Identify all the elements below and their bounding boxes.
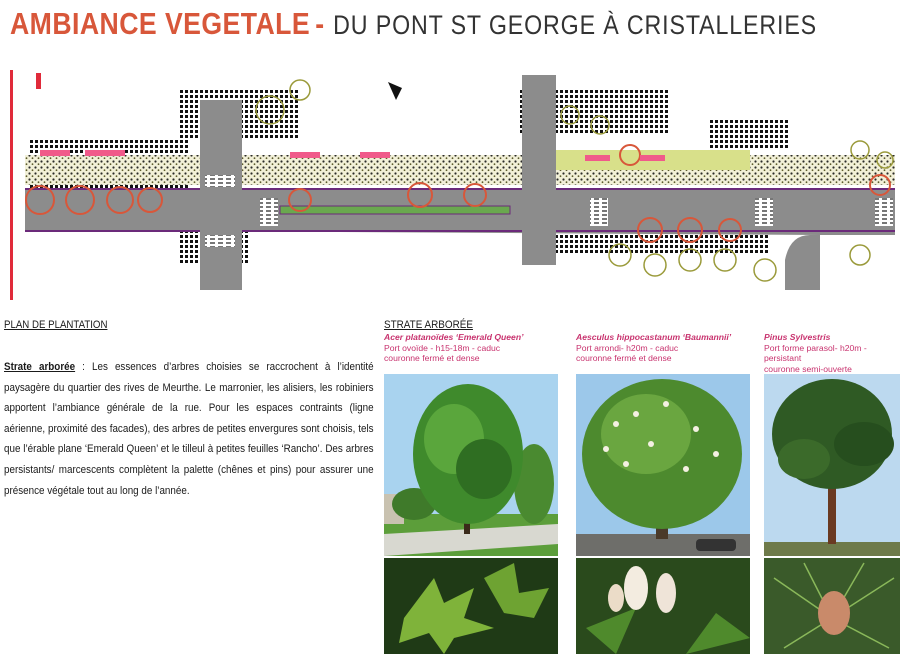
plan-heading: PLAN DE PLANTATION [4,319,108,331]
crosswalk [205,235,235,247]
strate-heading: STRATE ARBORÉE [384,319,473,331]
pinus-needle-photo [764,558,900,654]
crosswalk [590,198,608,226]
page-title [10,6,817,42]
species-crown: couronne fermé et dense [384,353,480,363]
building-block [710,120,790,150]
title-main: AMBIANCE VEGETALE [10,6,311,41]
species-crown: couronne semi-ouverte [764,363,852,374]
species-port: Port arrondi- h20m - caduc [576,342,679,353]
planting-strip [25,155,895,185]
cross-street [522,75,556,190]
north-arrow-icon [388,82,402,100]
title-subtitle: DU PONT ST GEORGE À CRISTALLERIES [333,10,818,40]
aesculus-flower-photo [576,558,750,654]
species-name: Pinus Sylvestris [764,332,831,342]
plan-description-lead: Strate arborée [4,361,76,373]
species-card-aesculus [576,332,756,364]
species-card-pinus [764,332,900,374]
plan-description [4,357,374,501]
planting-plan-drawing [10,70,895,300]
species-crown: couronne fermé et dense [576,353,672,363]
central-median [280,206,510,214]
title-separator: - [315,6,325,41]
plan-description-text: : Les essences d’arbres choisies se raccrochent à l’identité paysagère du quartier des rives de Meurthe. Le marronier, les alisiers, les robiniers apportent l’ambiance générale de la rue. Pour les espaces contraints (ligne aérienne, proximité des facades), des arbres de petites envergures sont choisis, tels que l’érable plane ‘Emerald Queen’ et le tilleul à petites feuilles ‘Rancho’. Des arbres persistants/ marcescents complètent la palette (chênes et pins) pour assurer une présence végétale tout au long de l’année. [4,361,374,497]
species-port: Port ovoïde - h15-18m - caduc [384,342,501,353]
acer-tree-photo [384,374,558,556]
species-port: Port forme parasol- h20m - persistant [764,342,867,363]
pinus-tree-photo [764,374,900,556]
planting-plan [10,70,895,300]
crosswalk [875,198,893,226]
plan-boundary-left [10,70,13,300]
crosswalk [205,175,235,187]
crosswalk [755,198,773,226]
cross-street [522,230,556,265]
species-card-acer [384,332,564,364]
acer-leaf-photo [384,558,558,654]
north-marker [36,73,41,89]
species-name: Aesculus hippocastanum ‘Baumannii’ [576,332,732,342]
crosswalk [260,198,278,226]
curb-line [25,230,895,232]
aesculus-tree-photo [576,374,750,556]
species-name: Acer platanoïdes ‘Emerald Queen’ [384,332,524,342]
